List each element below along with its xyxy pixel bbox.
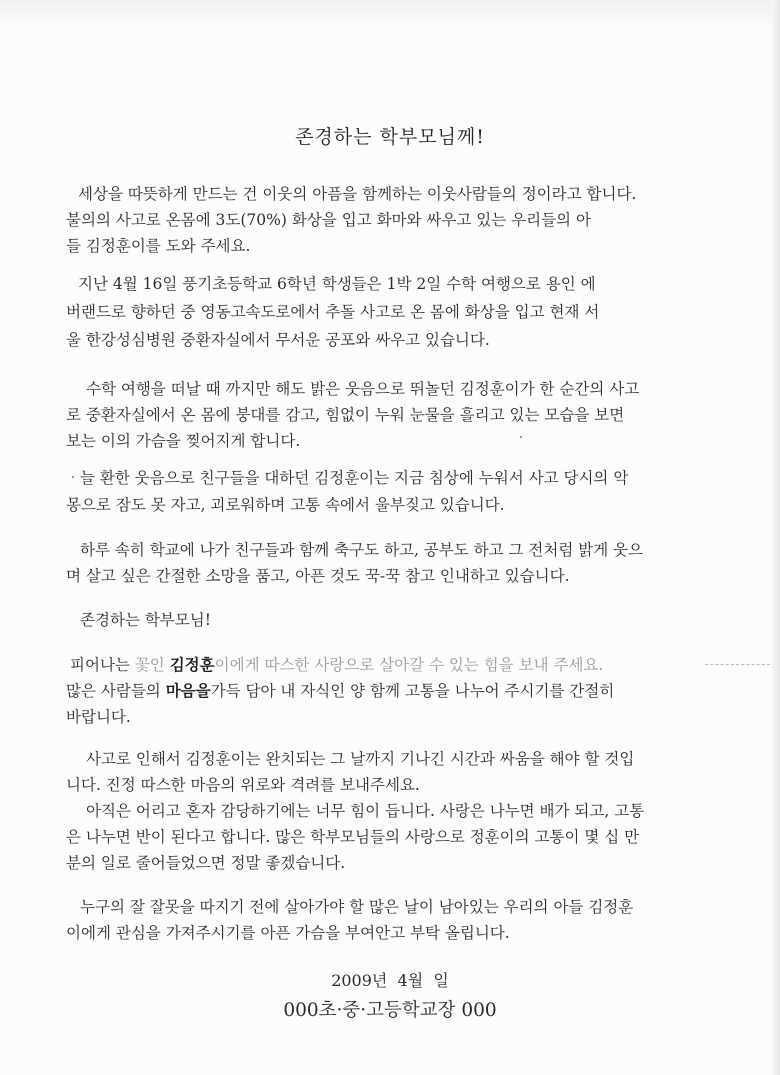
paragraph-6-line-2-part-a: 많은 사람들의 [66, 682, 166, 700]
paragraph-4-line-1: 늘 환한 웃음으로 친구들을 대하던 김정훈이는 지금 침상에 누워서 사고 당시의 악 [80, 469, 629, 487]
paragraph-2-line-1: 지난 4월 16일 풍기초등학교 6학년 학생들은 1박 2일 수학 여행으로 용인 에 [78, 275, 596, 293]
paragraph-6-line-1 [70, 655, 603, 675]
paragraph-8-line-2: 이에게 관심을 가져주시기를 아픈 가슴을 부여안고 부탁 올립니다. [66, 924, 510, 942]
paragraph-3-line-1: 수학 여행을 떠날 때 까지만 해도 밝은 웃음으로 뛰놀던 김정훈이가 한 순간의 사고 [86, 380, 640, 398]
paragraph-2-line-2: 버랜드로 향하던 중 영동고속도로에서 추돌 사고로 온 몸에 화상을 입고 현재 서 [66, 303, 600, 321]
paragraph-5-line-1: 하루 속히 학교에 나가 친구들과 함께 축구도 하고, 공부도 하고 그 전처럼 밝게 웃으 [80, 541, 644, 559]
paragraph-7-line-1: 사고로 인해서 김정훈이는 완치되는 그 날까지 기나긴 시간과 싸움을 해야 할 것입 [86, 750, 635, 768]
paragraph-8-line-1: 누구의 잘 잘못을 따지기 전에 살아가야 할 많은 날이 남아있는 우리의 아들 김정훈 [80, 898, 634, 916]
paragraph-7-line-5: 분의 일로 줄어들었으면 정말 좋겠습니다. [66, 854, 346, 872]
paragraph-2-line-3: 울 한강성심병원 중환자실에서 무서운 공포와 싸우고 있습니다. [66, 331, 490, 349]
paragraph-3-line-2: 로 중환자실에서 온 몸에 붕대를 감고, 힘없이 누워 눈물을 흘리고 있는 모습을 보면 [66, 406, 625, 424]
salutation: 존경하는 학부모님! [80, 611, 211, 629]
paragraph-6-line-1-part-d: 이에게 따스한 사랑으로 살아갈 수 있는 힘을 보내 주세요. [214, 656, 604, 674]
paragraph-6-name-emphasis: 김정훈 [169, 655, 215, 674]
paragraph-1-line-3: 들 김정훈이를 도와 주세요. [66, 237, 251, 255]
paragraph-6-heart-emphasis: 마음을 [165, 681, 211, 700]
letter-title: 존경하는 학부모님께! [295, 126, 485, 148]
paragraph-7-line-3: 아직은 어리고 혼자 감당하기에는 너무 힘이 듭니다. 사랑은 나누면 배가 되고, 고통 [86, 802, 645, 820]
paragraph-6-line-2 [66, 681, 614, 701]
scan-dash-mark [705, 664, 770, 665]
paragraph-1-line-2: 불의의 사고로 온몸에 3도(70%) 화상을 입고 화마와 싸우고 있는 우리들의 아 [66, 211, 591, 229]
letter-date: 2009년 4월 일 [331, 971, 449, 990]
paragraph-3-line-3: 보는 이의 가슴을 찢어지게 합니다. [66, 432, 301, 450]
scan-edge [772, 0, 780, 1075]
paragraph-6-line-3: 바랍니다. [66, 708, 131, 726]
paragraph-6-line-1-part-b: 꽃인 [134, 656, 170, 674]
scan-shade [0, 0, 780, 30]
scan-speck [72, 476, 74, 478]
paragraph-4-line-2: 몽으로 잠도 못 자고, 괴로워하며 고통 속에서 울부짖고 있습니다. [66, 496, 505, 514]
scan-speck [520, 436, 522, 438]
paragraph-6-line-2-part-c: 가득 담아 내 자식인 양 함께 고통을 나누어 주시기를 간절히 [210, 682, 615, 700]
letter-signature: 000초·중·고등학교장 000 [283, 1000, 497, 1021]
paragraph-7-line-4: 은 나누면 반이 된다고 합니다. 많은 학부모님들의 사랑으로 정훈이의 고통이 몇 십 만 [66, 828, 640, 846]
paragraph-6-line-1-part-a: 피어나는 [70, 656, 135, 674]
paragraph-5-line-2: 며 살고 싶은 간절한 소망을 품고, 아픈 것도 꾹-꾹 참고 인내하고 있습니다. [66, 567, 570, 585]
paragraph-7-line-2: 니다. 진정 따스한 마음의 위로와 격려를 보내주세요. [66, 776, 420, 794]
paragraph-1-line-1: 세상을 따뜻하게 만드는 건 이웃의 아픔을 함께하는 이웃사람들의 정이라고 합니다. [78, 185, 637, 203]
